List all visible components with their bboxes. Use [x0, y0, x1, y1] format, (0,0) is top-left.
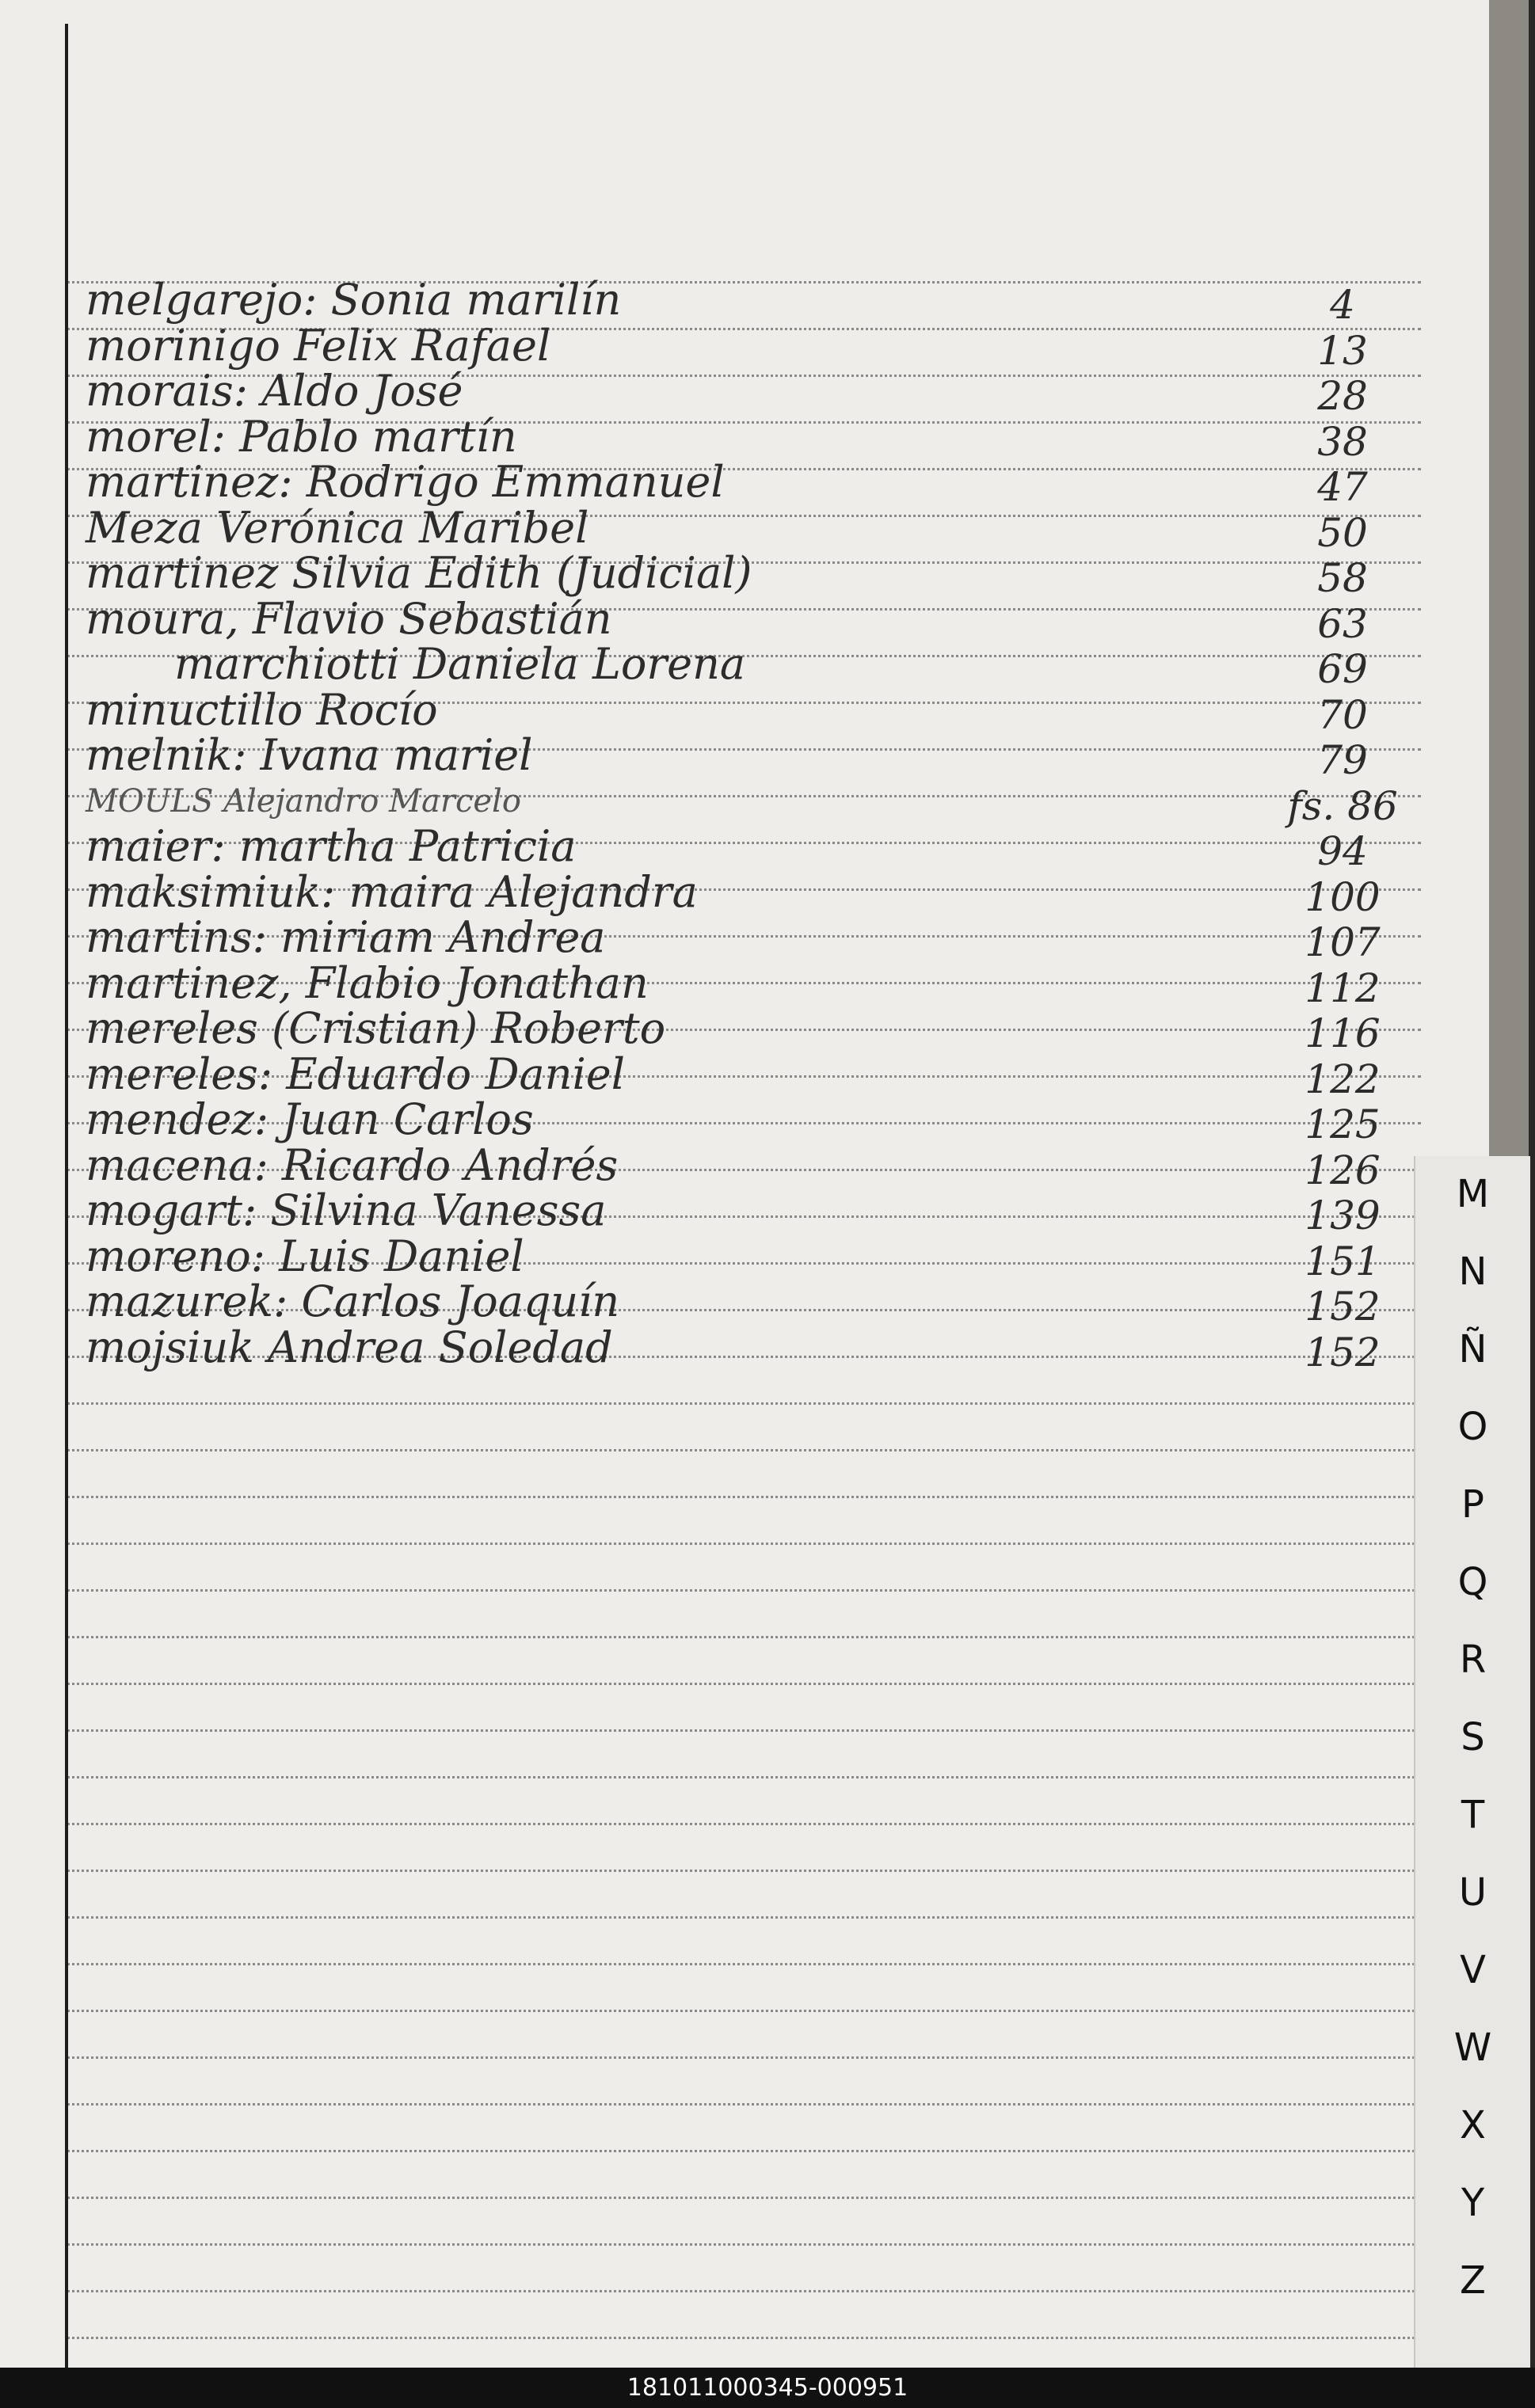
index-tab-y[interactable]: Y — [1461, 2181, 1485, 2225]
entry-page-number: fs. 86 — [1287, 782, 1398, 829]
entry-name: minuctillo Rocío — [86, 684, 438, 735]
entry-name: morinigo Felix Rafael — [86, 320, 551, 371]
entry-page-number: 47 — [1317, 464, 1368, 510]
entry-page-number: 79 — [1317, 737, 1368, 783]
entry-name: mogart: Silvina Vanessa — [86, 1185, 607, 1235]
entry-name: maier: martha Patricia — [86, 821, 577, 871]
index-tab-p[interactable]: P — [1461, 1482, 1484, 1527]
entry-page-number: 122 — [1305, 1056, 1381, 1102]
entry-name: martinez Silvia Edith (Judicial) — [86, 548, 752, 598]
index-tab-x[interactable]: X — [1460, 2103, 1486, 2147]
entry-name: mazurek: Carlos Joaquín — [86, 1276, 620, 1326]
index-tab-o[interactable]: O — [1457, 1405, 1488, 1449]
entry-page-number: 70 — [1317, 691, 1368, 738]
entry-name: melnik: Ivana mariel — [86, 730, 533, 780]
entry-page-number: 139 — [1305, 1193, 1381, 1238]
index-tab-v[interactable]: V — [1460, 1948, 1486, 1992]
entry-page-number: 126 — [1305, 1147, 1381, 1193]
alphabet-index-tabs — [1414, 1156, 1530, 2368]
entry-name: MOULS Alejandro Marcelo — [86, 782, 521, 820]
entry-page-number: 112 — [1305, 964, 1381, 1011]
entry-page-number: 107 — [1305, 919, 1381, 965]
index-tab-w[interactable]: W — [1453, 2026, 1492, 2070]
index-tab-t[interactable]: T — [1461, 1793, 1485, 1837]
entry-name: mendez: Juan Carlos — [86, 1094, 534, 1144]
entry-page-number: 152 — [1305, 1284, 1381, 1330]
index-tab-q[interactable]: Q — [1457, 1560, 1488, 1604]
entry-name: mereles (Cristian) Roberto — [86, 1003, 666, 1053]
entry-page-number: 94 — [1317, 828, 1368, 874]
entry-name: macena: Ricardo Andrés — [86, 1139, 619, 1190]
entry-page-number: 69 — [1317, 646, 1368, 692]
entry-page-number: 152 — [1305, 1329, 1381, 1375]
index-tab-z[interactable]: Z — [1460, 2258, 1486, 2303]
entry-page-number: 63 — [1317, 600, 1368, 647]
index-tab-u[interactable]: U — [1458, 1870, 1487, 1915]
entry-page-number: 38 — [1317, 418, 1368, 465]
entry-name: melgarejo: Sonia marilín — [86, 275, 622, 325]
entry-page-number: 4 — [1330, 282, 1355, 328]
entry-name: maksimiuk: maira Alejandra — [86, 866, 698, 917]
entry-name: mereles: Eduardo Daniel — [86, 1048, 626, 1099]
entry-page-number: 100 — [1305, 873, 1381, 920]
entry-name: martins: miriam Andrea — [86, 912, 606, 962]
document-id-footer: 181011000345-000951 — [0, 2368, 1535, 2408]
entry-name: morais: Aldo José — [86, 366, 463, 416]
entry-name: Meza Verónica Maribel — [86, 502, 589, 553]
entry-name: martinez, Flabio Jonathan — [86, 957, 649, 1008]
entry-page-number: 116 — [1305, 1010, 1381, 1056]
index-tab-s[interactable]: S — [1461, 1715, 1485, 1759]
entry-page-number: 13 — [1317, 327, 1368, 374]
entry-page-number: 125 — [1305, 1101, 1381, 1147]
entry-name: marchiotti Daniela Lorena — [174, 639, 746, 689]
entry-name: morel: Pablo martín — [86, 411, 517, 462]
index-tab-m[interactable]: M — [1456, 1172, 1490, 1216]
entry-name: moura, Flavio Sebastián — [86, 593, 612, 644]
entry-name: moreno: Luis Daniel — [86, 1231, 524, 1281]
index-tab-ñ[interactable]: Ñ — [1458, 1327, 1487, 1371]
entry-page-number: 151 — [1305, 1238, 1381, 1284]
index-tab-n[interactable]: N — [1458, 1250, 1487, 1294]
entry-page-number: 50 — [1317, 509, 1368, 556]
entry-name: martinez: Rodrigo Emmanuel — [86, 457, 725, 507]
entry-page-number: 58 — [1317, 555, 1368, 601]
entry-page-number: 28 — [1317, 373, 1368, 419]
entry-name: mojsiuk Andrea Soledad — [86, 1322, 613, 1372]
index-tab-r[interactable]: R — [1459, 1638, 1487, 1682]
